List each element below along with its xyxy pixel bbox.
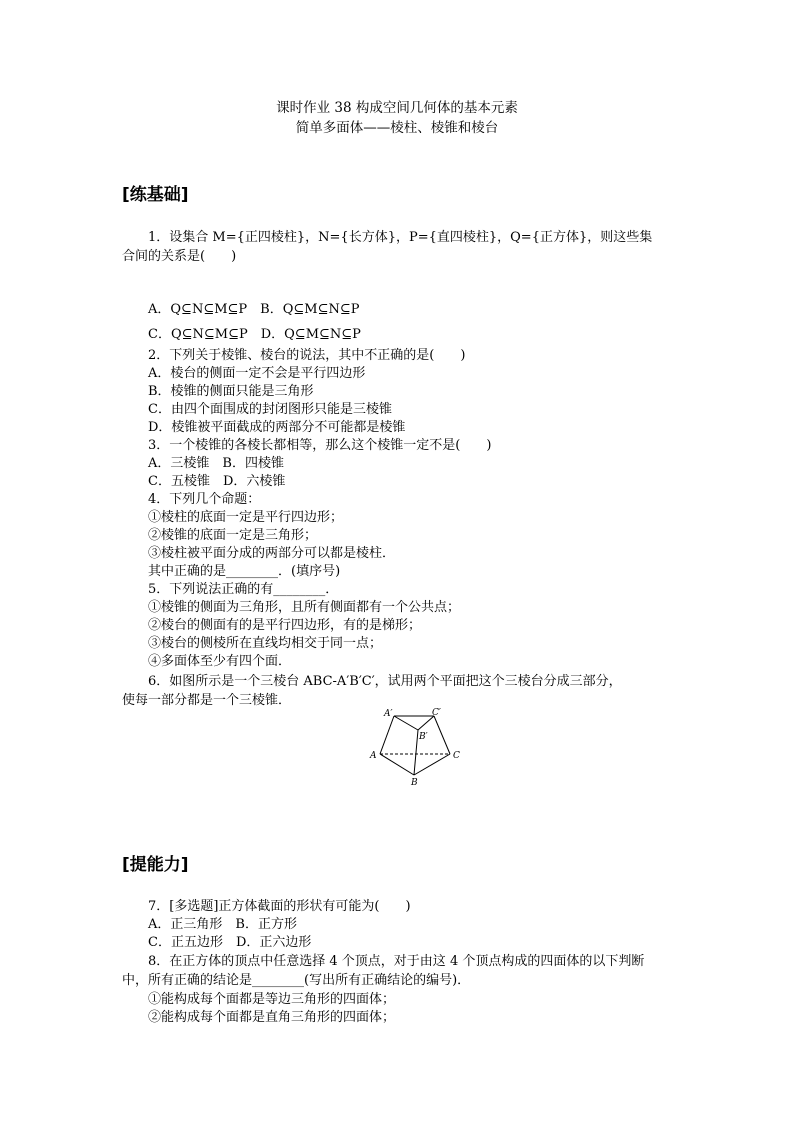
question-line: D．棱锥被平面截成的两部分不可能都是棱锥 (148, 420, 406, 435)
question-line: ④多面体至少有四个面． (148, 654, 292, 669)
page-title: 课时作业 38 构成空间几何体的基本元素 (276, 100, 518, 116)
edge-c-b (414, 754, 450, 775)
edge-c1-b1 (418, 716, 434, 730)
page-subtitle: 简单多面体——棱柱、棱锥和棱台 (295, 120, 499, 136)
edge-a1-b1 (394, 716, 418, 730)
question-line: 合间的关系是( ) (122, 249, 237, 264)
question-line: ①棱柱的底面一定是平行四边形； (148, 510, 344, 525)
label-a1: A′ (384, 709, 393, 719)
question-line: C．五棱锥 D．六棱锥 (148, 474, 286, 489)
question-line: 1．设集合 M={正四棱柱}，N={长方体}，P={直四棱柱}，Q={正方体}，则这些集 (148, 230, 653, 245)
question-line: 7．[多选题]正方体截面的形状有可能为( ) (148, 899, 411, 914)
frustum-figure (366, 708, 466, 790)
question-line: 使每一部分都是一个三棱锥． (122, 693, 292, 708)
question-line: ②棱锥的底面一定是三角形； (148, 528, 318, 543)
edge-a-a1 (380, 716, 394, 754)
edge-a-b (380, 754, 414, 775)
question-line: B．棱锥的侧面只能是三角形 (148, 384, 314, 399)
label-b: B (411, 778, 418, 788)
question-line: 3．一个棱锥的各棱长都相等，那么这个棱锥一定不是( ) (148, 438, 492, 453)
label-c: C (453, 751, 460, 761)
question-line: 其中正确的是________．(填序号) (148, 564, 341, 579)
question-line: C．由四个面围成的封闭图形只能是三棱锥 (148, 402, 392, 417)
question-line: ③棱柱被平面分成的两部分可以都是棱柱． (148, 546, 396, 561)
question-line: A．Q⊆N⊆M⊆P B．Q⊆M⊆N⊆P (148, 302, 360, 317)
label-b1: B′ (419, 732, 428, 742)
question-line: ①棱锥的侧面为三角形，且所有侧面都有一个公共点； (148, 600, 461, 615)
question-line: 4．下列几个命题： (148, 492, 261, 507)
question-line: 6．如图所示是一个三棱台 ABC-A′B′C′，试用两个平面把这个三棱台分成三部分， (148, 674, 622, 689)
question-line: 2．下列关于棱锥、棱台的说法，其中不正确的是( ) (148, 348, 466, 363)
question-line: ②能构成每个面都是直角三角形的四面体； (148, 1010, 396, 1025)
edge-b-b1 (414, 730, 418, 775)
question-line: ②棱台的侧面有的是平行四边形，有的是梯形； (148, 618, 422, 633)
label-c1: C′ (432, 708, 441, 718)
section-advanced: [提能力] (122, 855, 189, 875)
question-line: ①能构成每个面都是等边三角形的四面体； (148, 992, 396, 1007)
question-line: 8．在正方体的顶点中任意选择 4 个顶点，对于由这 4 个顶点构成的四面体的以下判断 (148, 954, 645, 969)
question-line: ③棱台的侧棱所在直线均相交于同一点； (148, 636, 383, 651)
edge-c-c1 (434, 716, 450, 754)
question-line: C．正五边形 D．正六边形 (148, 935, 312, 950)
section-basic: [练基础] (122, 185, 189, 205)
question-line: 5．下列说法正确的有________． (148, 582, 339, 597)
question-line: A．棱台的侧面一定不会是平行四边形 (148, 366, 366, 381)
label-a: A (370, 751, 377, 761)
question-line: C．Q⊆N⊆M⊆P D．Q⊆M⊆N⊆P (148, 327, 361, 342)
question-line: A．正三角形 B．正方形 (148, 917, 297, 932)
question-line: A．三棱锥 B．四棱锥 (148, 456, 284, 471)
question-line: 中，所有正确的结论是________(写出所有正确结论的编号)． (122, 973, 471, 988)
